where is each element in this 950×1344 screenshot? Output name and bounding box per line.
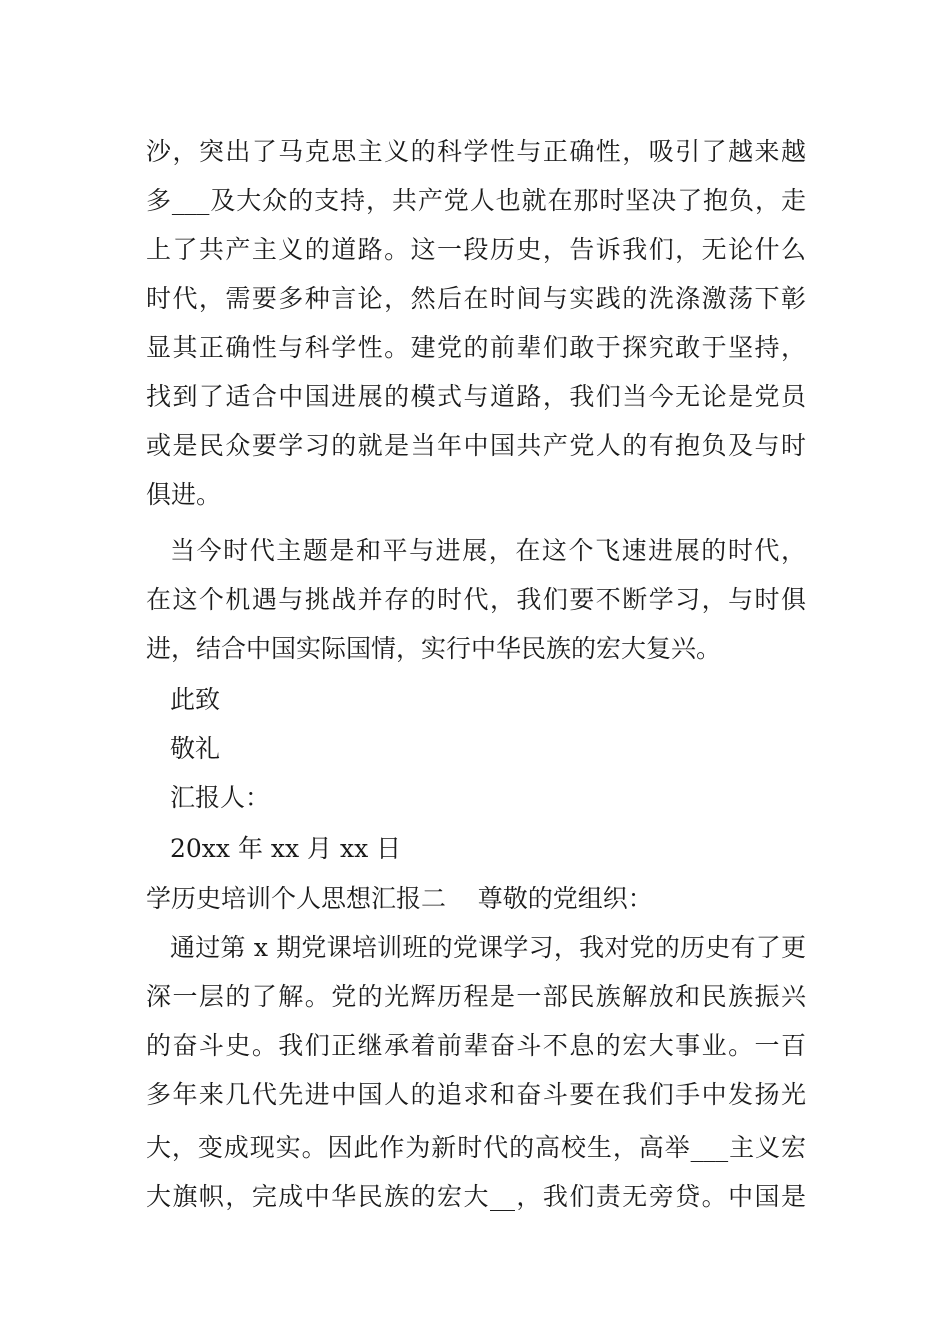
report-date: 20xx 年 xx 月 xx 日 <box>170 834 402 863</box>
paragraph-3-line: 多年来几代先进中国人的追求和奋斗要在我们手中发扬光 <box>146 1080 806 1109</box>
salutation-cizhi: 此致 <box>170 685 221 714</box>
paragraph-2-line: 进，结合中国实际国情，实行中华民族的宏大复兴。 <box>146 634 722 663</box>
paragraph-1-line: 找到了适合中国进展的模式与道路，我们当今无论是党员 <box>146 382 806 411</box>
paragraph-1-line: 上了共产主义的道路。这一段历史，告诉我们，无论什么 <box>146 235 806 264</box>
paragraph-1-line: 显其正确性与科学性。建党的前辈们敢于探究敢于坚持， <box>146 333 806 362</box>
paragraph-2-line: 在这个机遇与挑战并存的时代，我们要不断学习，与时俱 <box>146 585 806 614</box>
paragraph-2-line: 当今时代主题是和平与进展，在这个飞速进展的时代， <box>170 536 806 565</box>
salutation-jingli: 敬礼 <box>170 734 221 763</box>
reporter-label: 汇报人： <box>170 783 271 812</box>
paragraph-1-line: 沙，突出了马克思主义的科学性与正确性，吸引了越来越 <box>146 137 806 166</box>
paragraph-3-line: 深一层的了解。党的光辉历程是一部民族解放和民族振兴 <box>146 982 806 1011</box>
section-2-heading: 学历史培训个人思想汇报二 尊敬的党组织： <box>146 884 653 913</box>
paragraph-3-line: 大，变成现实。因此作为新时代的高校生，高举___主义宏 <box>146 1133 806 1162</box>
paragraph-3-line: 大旗帜，完成中华民族的宏大__，我们责无旁贷。中国是 <box>146 1182 806 1211</box>
paragraph-3-line: 通过第 x 期党课培训班的党课学习，我对党的历史有了更 <box>170 933 806 962</box>
paragraph-1-line: 多___及大众的支持，共产党人也就在那时坚决了抱负，走 <box>146 186 806 215</box>
paragraph-1-line: 时代，需要多种言论，然后在时间与实践的洗涤激荡下彰 <box>146 284 806 313</box>
paragraph-1-line: 俱进。 <box>146 480 222 509</box>
paragraph-3-line: 的奋斗史。我们正继承着前辈奋斗不息的宏大事业。一百 <box>146 1031 806 1060</box>
paragraph-1-line: 或是民众要学习的就是当年中国共产党人的有抱负及与时 <box>146 431 806 460</box>
